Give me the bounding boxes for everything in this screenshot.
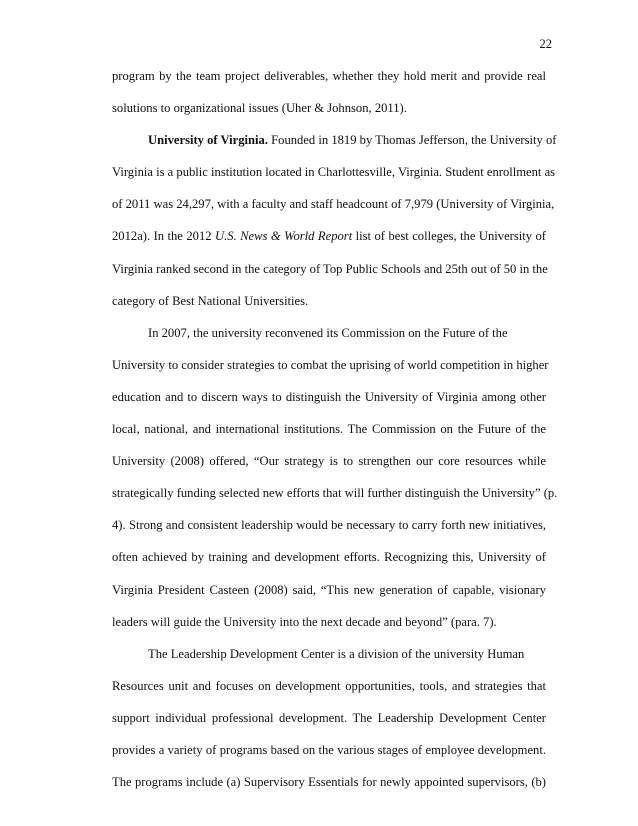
text-run: support individual professional development. The Leadership Development Center — [112, 710, 546, 725]
text-line — [112, 69, 546, 101]
text-run: program by the team project deliverables, whether they hold merit and provide real — [112, 69, 546, 83]
text-line — [112, 165, 556, 197]
text-line — [112, 518, 546, 550]
text-run: In 2007, the university reconvened its Commission on the Future of the — [148, 325, 508, 340]
text-line — [112, 486, 558, 518]
text-run: Virginia President Casteen (2008) said, “This new generation of capable, visionary — [112, 582, 546, 597]
text-run: list of best colleges, the University of — [352, 229, 546, 244]
page-number: 22 — [539, 37, 552, 51]
text-run: strategically funding selected new efforts that will further distinguish the University” (p. — [112, 486, 558, 501]
text-line — [112, 326, 546, 358]
text-line — [112, 615, 546, 647]
text-line — [112, 775, 546, 807]
text-line — [112, 133, 557, 165]
text-line — [112, 550, 546, 582]
text-run: local, national, and international institutions. The Commission on the Future of the — [112, 422, 546, 437]
text-run: The Leadership Development Center is a division of the university Human — [148, 646, 525, 661]
text-run: 4). Strong and consistent leadership would be necessary to carry forth new initiatives, — [112, 518, 546, 533]
text-run: leaders will guide the University into the next decade and beyond” (para. 7). — [112, 614, 497, 629]
text-run: solutions to organizational issues (Uher & Johnson, 2011). — [112, 101, 407, 116]
text-line — [112, 262, 546, 294]
text-line — [112, 454, 546, 486]
text-run: provides a variety of programs based on the various stages of employee development. — [112, 742, 546, 757]
text-run: Founded in 1819 by Thomas Jefferson, the University of — [268, 133, 557, 148]
text-run: of 2011 was 24,297, with a faculty and staff headcount of 7,979 (University of Virginia, — [112, 197, 555, 212]
publication-title: U.S. News & World Report — [215, 229, 353, 244]
text-run: category of Best National Universities. — [112, 293, 309, 308]
body-text — [112, 69, 558, 807]
text-line — [112, 679, 546, 711]
text-run: Virginia ranked second in the category of Top Public Schools and 25th out of 50 in the — [112, 261, 548, 276]
text-line — [112, 422, 546, 454]
text-line — [112, 197, 555, 229]
text-run: often achieved by training and development efforts. Recognizing this, University of — [112, 550, 546, 565]
text-line — [112, 229, 546, 261]
text-line — [112, 357, 549, 390]
text-run: 2012a). In the 2012 — [112, 229, 215, 244]
text-line — [112, 743, 546, 775]
text-line — [112, 101, 546, 133]
text-run: Virginia is a public institution located in Charlottesville, Virginia. Student enrollment as — [112, 165, 556, 180]
text-run: University to consider strategies to combat the uprising of world competition in higher — [112, 357, 549, 372]
text-line — [112, 647, 546, 679]
section-heading: University of Virginia. — [148, 133, 268, 148]
text-line — [112, 294, 546, 326]
text-line — [112, 583, 546, 615]
text-run: The programs include (a) Supervisory Essentials for newly appointed supervisors, (b) — [112, 775, 546, 790]
text-line — [112, 390, 546, 422]
text-run: University (2008) offered, “Our strategy is to strengthen our core resources while — [112, 454, 546, 469]
text-run: education and to discern ways to distinguish the University of Virginia among other — [112, 389, 546, 404]
text-line — [112, 711, 546, 743]
text-run: Resources unit and focuses on development opportunities, tools, and strategies that — [112, 678, 546, 693]
